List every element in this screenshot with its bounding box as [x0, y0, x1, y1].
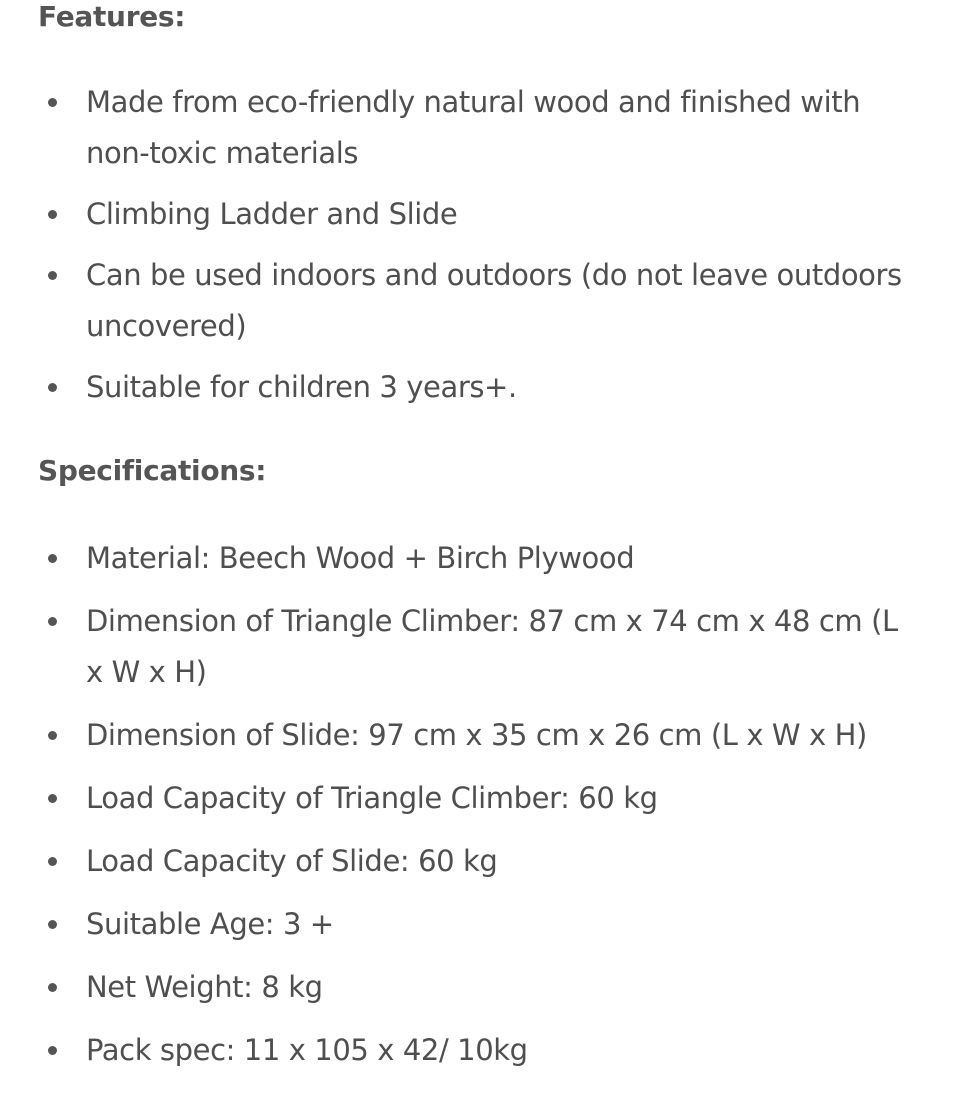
- bullet-icon: [48, 794, 57, 803]
- features-list: [0, 77, 960, 423]
- list-item: [0, 836, 960, 887]
- list-item: [0, 250, 960, 352]
- bullet-icon: [48, 271, 57, 280]
- list-item: [0, 962, 960, 1013]
- bullet-icon: [48, 210, 57, 219]
- spec-text: Material: Beech Wood + Birch Plywood: [86, 541, 635, 575]
- bullet-icon: [48, 617, 57, 626]
- bullet-icon: [48, 731, 57, 740]
- spec-text: Pack spec: 11 x 105 x 42/ 10kg: [86, 1033, 528, 1067]
- bullet-icon: [48, 383, 57, 392]
- spec-text: Suitable Age: 3 +: [86, 907, 334, 941]
- feature-text: Climbing Ladder and Slide: [86, 197, 458, 231]
- bullet-icon: [48, 98, 57, 107]
- list-item: [0, 773, 960, 824]
- bullet-icon: [48, 857, 57, 866]
- list-item: [0, 189, 960, 240]
- list-item: [0, 362, 960, 413]
- spec-text: Load Capacity of Slide: 60 kg: [86, 844, 498, 878]
- bullet-icon: [48, 983, 57, 992]
- spec-text: Dimension of Triangle Climber: 87 cm x 74 cm x 48 cm (L x W x H): [86, 604, 898, 689]
- spec-text: Net Weight: 8 kg: [86, 970, 323, 1004]
- spec-text: Dimension of Slide: 97 cm x 35 cm x 26 cm (L x W x H): [86, 718, 867, 752]
- feature-text: Made from eco-friendly natural wood and finished with non-toxic materials: [86, 85, 861, 170]
- bullet-icon: [48, 1046, 57, 1055]
- list-item: [0, 533, 960, 584]
- spec-text: Load Capacity of Triangle Climber: 60 kg: [86, 781, 658, 815]
- list-item: [0, 1025, 960, 1076]
- bullet-icon: [48, 920, 57, 929]
- list-item: [0, 596, 960, 698]
- feature-text: Can be used indoors and outdoors (do not leave outdoors uncovered): [86, 258, 902, 343]
- specifications-heading: Specifications:: [38, 454, 267, 487]
- bullet-icon: [48, 554, 57, 563]
- features-heading: Features:: [38, 0, 186, 33]
- list-item: [0, 77, 960, 179]
- feature-text: Suitable for children 3 years+.: [86, 370, 517, 404]
- specifications-list: [0, 533, 960, 1088]
- list-item: [0, 899, 960, 950]
- list-item: [0, 710, 960, 761]
